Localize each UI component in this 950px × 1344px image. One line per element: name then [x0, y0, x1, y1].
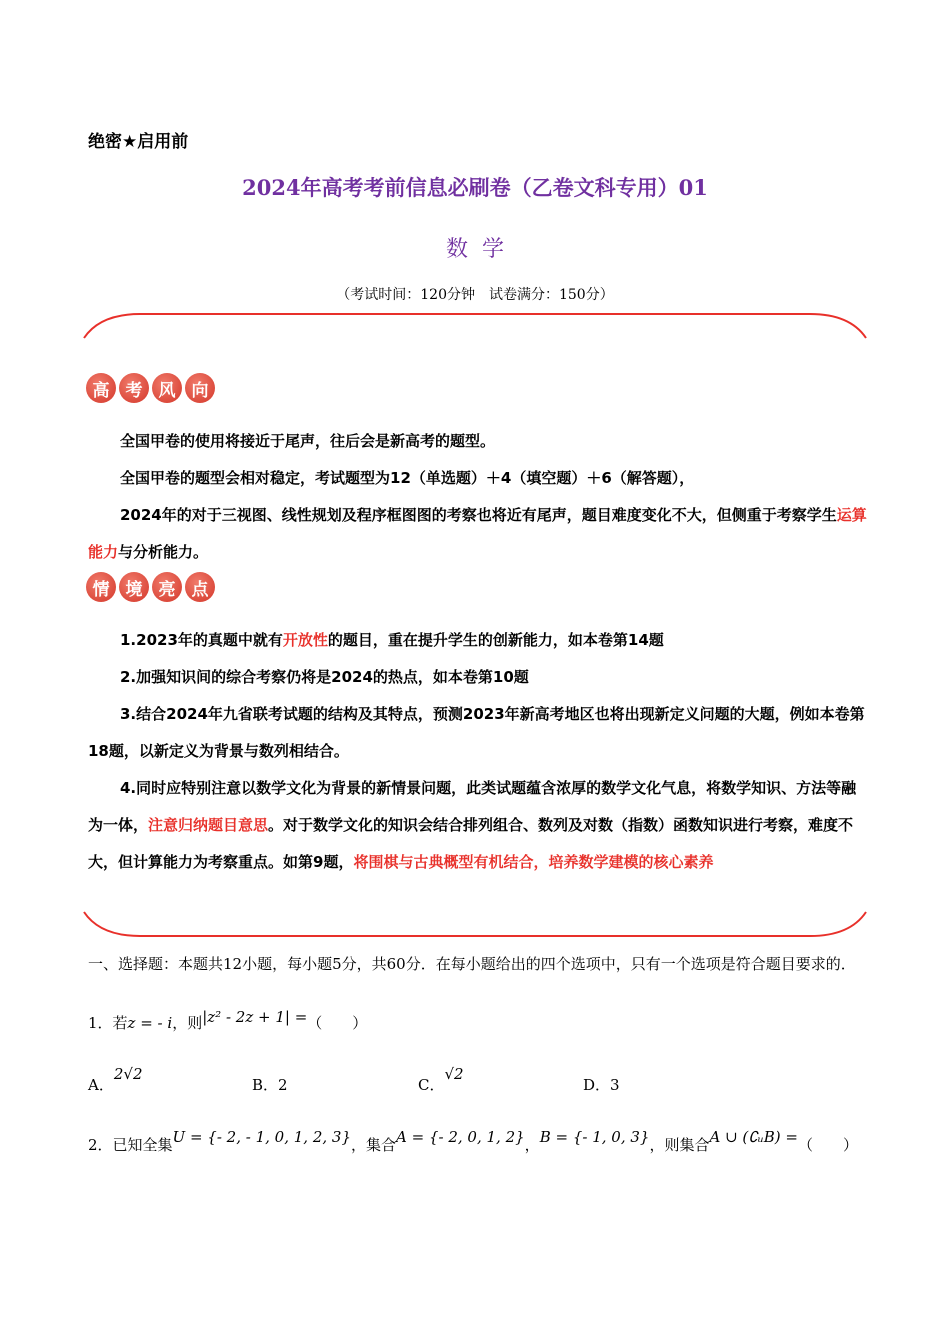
highlight-item: 3.结合2024年九省联考试题的结构及其特点，预测2023年新高考地区也将出现新定义问题的大题，例如本卷第18题，以新定义为背景与数列相结合。: [88, 705, 865, 760]
section-intro: 一、选择题：本题共12小题，每小题5分，共60分．在每小题给出的四个选项中，只有一个选项是符合题目要求的．: [88, 955, 856, 973]
question-2: 2．已知全集U = {- 2, - 1, 0, 1, 2, 3}，集合A = {- 2, 0, 1, 2}，B = {- 1, 0, 3}，则集合A ∪ (∁ᵤB) =（ ）: [88, 1128, 859, 1154]
highlight-item: 4.同时应特别注意以数学文化为背景的新情景问题，此类试题蕴含浓厚的数学文化气息，将数学知识、方法等融为一体，注意归纳题目意思。对于数学文化的知识会结合排列组合、数列及对数（指数）函数知识进行考察，难度不大，但计算能力为考察重点。如第9题，将围棋与古典概型有机结合，培养数学建模的核心素养: [88, 779, 857, 871]
top-arc-divider: [80, 310, 870, 342]
subject-title: 数学: [445, 237, 518, 262]
confidential-label: 绝密★启用前: [88, 132, 189, 152]
badge-char: 风: [152, 373, 182, 403]
badge-char: 点: [185, 572, 215, 602]
bottom-arc-divider: [80, 908, 870, 940]
q1-option-d: D．3: [583, 1076, 620, 1094]
paragraph: 全国甲卷的题型会相对稳定，考试题型为12（单选题）＋4（填空题）＋6（解答题），: [120, 469, 695, 487]
badge-char: 境: [119, 572, 149, 602]
paragraph: 全国甲卷的使用将接近于尾声，往后会是新高考的题型。: [120, 432, 496, 450]
badge-char: 情: [86, 572, 116, 602]
q1-option-c: C．√2: [418, 1065, 464, 1094]
paragraph: 2024年的对于三视图、线性规划及程序框图图的考察也将近有尾声，题目难度变化不大，但侧重于考察学生运算能力与分析能力。: [88, 506, 867, 561]
badge-char: 亮: [152, 572, 182, 602]
badge-char: 考: [119, 373, 149, 403]
question-1: 1．若z = - i，则|z² - 2z + 1| =（ ）: [88, 1008, 368, 1032]
q1-option-a: A．2√2: [88, 1065, 143, 1094]
highlight-item: 1.2023年的真题中就有开放性的题目，重在提升学生的创新能力，如本卷第14题: [120, 631, 664, 649]
gaokao-trend-badge: [86, 373, 215, 403]
q1-option-b: B．2: [252, 1076, 288, 1094]
highlights-text: [88, 622, 868, 881]
gaokao-trend-text: [88, 423, 868, 571]
badge-char: 高: [86, 373, 116, 403]
highlight-item: 2.加强知识间的综合考察仍将是2024的热点，如本卷第10题: [120, 668, 529, 686]
badge-char: 向: [185, 373, 215, 403]
paper-title: 2024年高考考前信息必刷卷（乙卷文科专用）01: [242, 175, 708, 200]
exam-info: （考试时间：120分钟 试卷满分：150分）: [336, 287, 614, 303]
highlights-badge: [86, 572, 215, 602]
